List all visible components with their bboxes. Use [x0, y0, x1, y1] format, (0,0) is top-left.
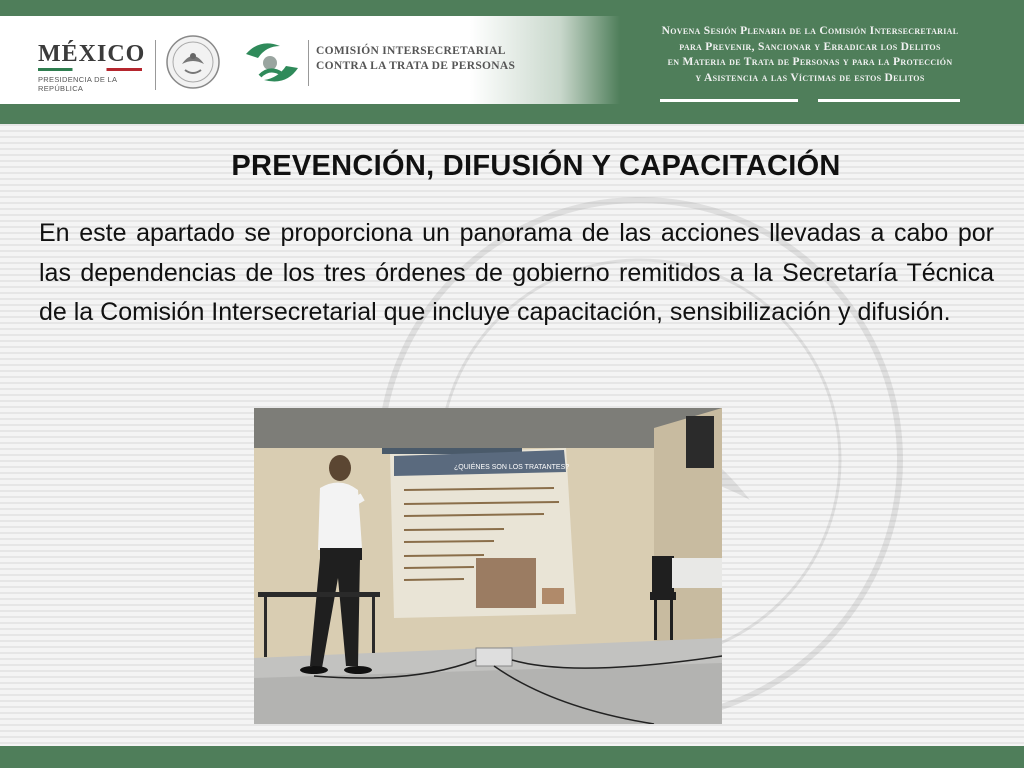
tricolor-bar: [38, 68, 142, 71]
commission-line-2: CONTRA LA TRATA DE PERSONAS: [316, 60, 516, 72]
event-line-3: en Materia de Trata de Personas y para la Protección: [667, 56, 953, 68]
commission-logo-icon: [240, 36, 304, 88]
slide-footer: [0, 746, 1024, 768]
event-underline-left: [660, 99, 798, 102]
logo-divider: [155, 40, 156, 90]
event-line-1: Novena Sesión Plenaria de la Comisión Intersecretarial: [661, 25, 959, 37]
event-title: [612, 24, 1008, 86]
commission-name: [316, 44, 516, 74]
projected-slide-heading: ¿QUIÉNES SON LOS TRATANTES?: [454, 464, 570, 471]
event-underline-right: [818, 99, 960, 102]
header-top-stripe: [0, 0, 1024, 16]
commission-line-1: COMISIÓN INTERSECRETARIAL: [316, 45, 506, 57]
event-line-2: para Prevenir, Sancionar y Erradicar los Delitos: [679, 40, 941, 53]
slide-title: PREVENCIÓN, DIFUSIÓN Y CAPACITACIÓN: [231, 150, 841, 182]
photo-scene: [254, 408, 722, 724]
presentation-photo: [254, 408, 722, 724]
header-bottom-stripe: [0, 104, 1024, 124]
event-line-4: y Asistencia a las Víctimas de estos Delitos: [695, 71, 925, 84]
slide-header: [0, 0, 1024, 124]
slide-body-text: En este apartado se proporciona un panorama de las acciones llevadas a cabo por las dependencias de los tres órdenes de gobierno remitidos a la Secretaría Técnica de la Comisión Intersecretarial que incluye capacitación, sensibilización y difusión.: [39, 219, 994, 326]
national-seal-icon: [165, 34, 221, 90]
mexico-wordmark: MÉXICO: [38, 41, 146, 67]
mexico-logo: [38, 42, 153, 93]
commission-divider: [308, 40, 309, 86]
presidency-label: PRESIDENCIA DE LA REPÚBLICA: [38, 75, 117, 93]
